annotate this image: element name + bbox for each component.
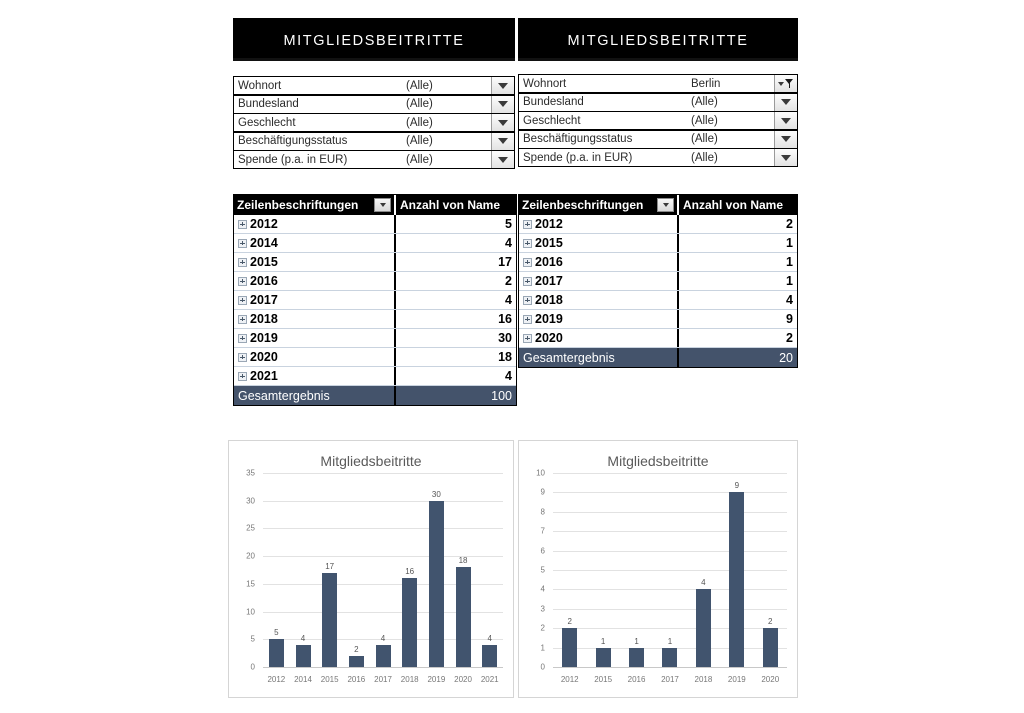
right-chart-x-axis [553,667,787,691]
slicer-dropdown-beschaeftigungsstatus[interactable] [491,133,514,150]
left-pivot-col2-header: Anzahl von Name [400,198,501,212]
right-pivot-col2-header: Anzahl von Name [683,198,784,212]
chevron-down-icon [663,203,669,207]
bar-value-label: 1 [634,636,639,646]
y-tick-label: 15 [246,579,255,589]
slicer-label-wohnort: Wohnort [238,79,282,92]
bar-slot[interactable] [396,473,423,667]
x-tick-label: 2018 [400,674,419,684]
right-chart-grid [553,473,787,667]
x-tick-label: 2012 [560,674,579,684]
bar[interactable] [562,628,577,667]
expand-plus-icon[interactable] [523,277,532,286]
left-dashboard-title: MITGLIEDSBEITRITTE [283,33,465,49]
slicer-dropdown-bundesland[interactable] [491,96,514,113]
slicer-value-spende: (Alle) [406,153,433,166]
total-value: 100 [491,388,512,403]
row-label: 2016 [535,255,563,269]
y-tick-label: 7 [540,526,545,536]
expand-plus-icon[interactable] [523,315,532,324]
bar-slot[interactable] [553,473,586,667]
bar-slot[interactable] [720,473,753,667]
row-label: 2015 [535,236,563,250]
y-tick-label: 0 [250,662,255,672]
row-value: 2 [505,274,512,288]
filter-funnel-icon [785,79,794,88]
x-tick-label: 2015 [594,674,613,684]
y-tick-label: 10 [246,607,255,617]
x-tick-label: 2015 [320,674,339,684]
row-value: 1 [786,236,793,250]
expand-plus-icon[interactable] [238,296,247,305]
expand-plus-icon[interactable] [238,258,247,267]
table-row[interactable] [234,310,516,329]
right-dashboard-banner [518,18,798,61]
right-pivot-header-row [519,195,797,215]
slicer-row-wohnort[interactable] [233,76,515,95]
bar-slot[interactable] [586,473,619,667]
bar-value-label: 2 [354,644,359,654]
x-tick-label: 2016 [347,674,366,684]
bar-value-label: 4 [487,633,492,643]
y-tick-label: 3 [540,604,545,614]
y-tick-label: 35 [246,468,255,478]
chevron-down-icon [498,138,508,144]
row-value: 9 [786,312,793,326]
y-tick-label: 6 [540,546,545,556]
bar-value-label: 4 [380,633,386,643]
bar[interactable] [456,567,471,667]
left-chart-title: Mitgliedsbeitritte [320,453,422,469]
expand-plus-icon[interactable] [238,239,247,248]
bar-value-label: 1 [667,636,673,646]
left-pivot-total-row [234,386,516,405]
slicer-label-beschaeftigungsstatus: Beschäftigungsstatus [523,133,633,145]
slicer-row-geschlecht[interactable] [233,113,515,132]
expand-plus-icon[interactable] [238,277,247,286]
right-pivot-col1-header: Zeilenbeschriftungen [522,198,644,212]
bar[interactable] [763,628,778,667]
left-pivot-filter-button[interactable] [374,198,391,212]
expand-plus-icon[interactable] [523,296,532,305]
y-tick-label: 25 [246,523,255,533]
bar-slot[interactable] [653,473,686,667]
bar-value-label: 2 [567,617,572,627]
left-chart-x-axis [263,667,503,691]
bar-value-label: 4 [701,578,706,588]
row-value: 4 [505,369,512,383]
slicer-dropdown-spende[interactable] [774,149,797,166]
slicer-label-wohnort: Wohnort [523,77,567,90]
slicer-label-geschlecht: Geschlecht [523,114,581,127]
bar-slot[interactable] [620,473,653,667]
bar[interactable] [349,656,364,667]
table-row[interactable] [519,329,797,348]
slicer-dropdown-beschaeftigungsstatus[interactable] [774,131,797,148]
bar[interactable] [662,648,677,667]
slicer-value-geschlecht: (Alle) [406,116,433,129]
x-tick-label: 2014 [294,674,312,684]
row-label: 2015 [250,255,278,269]
bar[interactable] [482,645,497,667]
bar[interactable] [696,589,711,667]
row-label: 2012 [535,217,563,231]
bar-value-label: 18 [458,556,468,566]
slicer-value-wohnort: Berlin [691,77,721,90]
slicer-label-spende: Spende (p.a. in EUR) [238,153,348,166]
chevron-down-icon [498,83,508,89]
left-chart-card [228,440,514,698]
left-slicer-panel [233,76,515,169]
row-label: 2019 [250,331,278,345]
right-chart-plot [527,468,787,691]
slicer-value-beschaeftigungsstatus: (Alle) [406,135,433,147]
slicer-dropdown-wohnort[interactable] [774,75,797,92]
slicer-label-geschlecht: Geschlecht [238,116,296,129]
row-value: 17 [498,255,512,269]
right-slicer-panel [518,74,798,167]
chevron-down-icon [380,203,386,207]
chevron-down-icon [498,120,508,126]
y-tick-label: 5 [540,565,545,575]
y-tick-label: 4 [540,584,545,594]
y-tick-label: 20 [246,551,255,561]
bar-slot[interactable] [423,473,450,667]
slicer-value-beschaeftigungsstatus: (Alle) [691,133,718,145]
slicer-dropdown-geschlecht[interactable] [774,112,797,129]
bar[interactable] [322,573,337,667]
slicer-dropdown-spende[interactable] [491,151,514,168]
table-row[interactable] [519,215,797,234]
y-tick-label: 2 [540,623,545,633]
right-pivot-total-row [519,348,797,367]
slicer-dropdown-wohnort[interactable] [491,77,514,94]
slicer-row-geschlecht[interactable] [518,111,798,130]
row-value: 4 [505,293,512,307]
row-value: 2 [786,217,793,231]
bar-value-label: 4 [300,633,306,643]
chevron-down-icon [781,118,791,124]
slicer-value-wohnort: (Alle) [406,79,433,92]
bar-slot[interactable] [263,473,290,667]
y-tick-label: 1 [540,643,545,653]
x-tick-label: 2017 [374,674,392,684]
x-tick-label: 2018 [694,674,713,684]
expand-plus-icon[interactable] [238,220,247,229]
y-tick-label: 0 [540,662,545,672]
bar-value-label: 5 [274,628,279,638]
slicer-label-bundesland: Bundesland [238,98,299,110]
left-chart-plot [237,468,503,691]
total-label: Gesamtergebnis [519,348,679,367]
bar[interactable] [402,578,417,667]
right-chart-card [518,440,798,698]
chevron-down-icon [781,136,791,142]
table-row[interactable] [519,272,797,291]
row-label: 2014 [250,236,278,250]
row-value: 2 [786,331,793,345]
row-label: 2020 [250,350,278,364]
x-tick-label: 2020 [761,674,780,684]
slicer-label-spende: Spende (p.a. in EUR) [523,151,633,164]
row-value: 30 [498,331,512,345]
total-value: 20 [779,350,793,365]
chevron-down-icon [781,155,791,161]
bar-slot[interactable] [316,473,343,667]
right-pivot-body [519,215,797,348]
expand-plus-icon[interactable] [523,334,532,343]
right-dashboard-title: MITGLIEDSBEITRITTE [567,33,749,49]
row-label: 2021 [250,369,278,383]
table-row[interactable] [234,291,516,310]
slicer-value-spende: (Alle) [691,151,718,164]
row-label: 2012 [250,217,278,231]
bar[interactable] [596,648,611,667]
expand-plus-icon[interactable] [238,315,247,324]
expand-plus-icon[interactable] [523,258,532,267]
right-pivot-table [518,194,798,368]
slicer-value-bundesland: (Alle) [406,98,433,110]
right-chart-title: Mitgliedsbeitritte [607,453,709,469]
x-tick-label: 2020 [454,674,472,684]
slicer-row-beschaeftigungsstatus[interactable] [233,132,515,151]
slicer-value-bundesland: (Alle) [691,96,718,108]
chevron-down-icon [498,157,508,163]
row-value: 4 [786,293,793,307]
bar-slot[interactable] [687,473,720,667]
expand-plus-icon[interactable] [523,239,532,248]
slicer-dropdown-geschlecht[interactable] [491,114,514,131]
slicer-row-bundesland[interactable] [233,95,515,114]
row-label: 2019 [535,312,563,326]
left-chart-grid [263,473,503,667]
table-row[interactable] [519,291,797,310]
table-row[interactable] [519,253,797,272]
slicer-row-bundesland[interactable] [518,93,798,112]
table-row[interactable] [519,234,797,253]
bar-slot[interactable] [290,473,317,667]
bar[interactable] [269,639,284,667]
left-pivot-body [234,215,516,386]
table-row[interactable] [234,234,516,253]
table-row[interactable] [519,310,797,329]
left-pivot-table [233,194,517,406]
left-dashboard-banner [233,18,515,61]
table-row[interactable] [234,253,516,272]
bar[interactable] [729,492,744,667]
table-row[interactable] [234,329,516,348]
expand-plus-icon[interactable] [523,220,532,229]
bar-value-label: 2 [768,617,773,627]
x-tick-label: 2017 [661,674,679,684]
bar-slot[interactable] [370,473,397,667]
slicer-dropdown-bundesland[interactable] [774,94,797,111]
chevron-down-icon [778,82,784,86]
bar[interactable] [296,645,311,667]
row-label: 2020 [535,331,563,345]
bar-slot[interactable] [343,473,370,667]
x-tick-label: 2019 [727,674,746,684]
slicer-label-beschaeftigungsstatus: Beschäftigungsstatus [238,135,348,147]
y-tick-label: 5 [250,634,255,644]
y-tick-label: 30 [246,496,255,506]
bar-value-label: 9 [734,481,740,491]
slicer-row-wohnort[interactable] [518,74,798,93]
row-value: 4 [505,236,512,250]
slicer-row-beschaeftigungsstatus[interactable] [518,130,798,149]
chevron-down-icon [498,101,508,107]
bar-value-label: 17 [325,561,335,571]
bar-value-label: 16 [405,567,415,577]
slicer-row-spende[interactable] [518,148,798,167]
bar[interactable] [629,648,644,667]
bar[interactable] [429,501,444,667]
bar-slot[interactable] [754,473,787,667]
left-chart-y-axis [237,468,259,672]
right-chart-bars [553,473,787,667]
row-label: 2017 [250,293,278,307]
bar-value-label: 1 [600,636,606,646]
left-pivot-header-row [234,195,516,215]
row-value: 16 [498,312,512,326]
table-row[interactable] [234,215,516,234]
row-value: 1 [786,274,793,288]
x-tick-label: 2021 [480,674,499,684]
row-value: 18 [498,350,512,364]
left-chart-bars [263,473,503,667]
row-label: 2017 [535,274,563,288]
bar-value-label: 30 [431,489,441,499]
slicer-label-bundesland: Bundesland [523,96,584,108]
bar-slot[interactable] [476,473,503,667]
row-value: 5 [505,217,512,231]
expand-plus-icon[interactable] [238,353,247,362]
total-label: Gesamtergebnis [234,386,396,405]
x-tick-label: 2012 [267,674,286,684]
expand-plus-icon[interactable] [238,334,247,343]
table-row[interactable] [234,348,516,367]
y-tick-label: 8 [540,507,545,517]
table-row[interactable] [234,367,516,386]
bar[interactable] [376,645,391,667]
y-tick-label: 9 [540,487,545,497]
row-label: 2018 [535,293,563,307]
bar-slot[interactable] [450,473,477,667]
chevron-down-icon [781,99,791,105]
row-label: 2016 [250,274,278,288]
right-pivot-filter-button[interactable] [657,198,674,212]
slicer-value-geschlecht: (Alle) [691,114,718,127]
x-tick-label: 2019 [427,674,446,684]
table-row[interactable] [234,272,516,291]
y-tick-label: 10 [536,468,545,478]
slicer-row-spende[interactable] [233,150,515,169]
row-label: 2018 [250,312,278,326]
left-pivot-col1-header: Zeilenbeschriftungen [237,198,359,212]
row-value: 1 [786,255,793,269]
x-tick-label: 2016 [627,674,646,684]
right-chart-y-axis [527,468,549,672]
expand-plus-icon[interactable] [238,372,247,381]
